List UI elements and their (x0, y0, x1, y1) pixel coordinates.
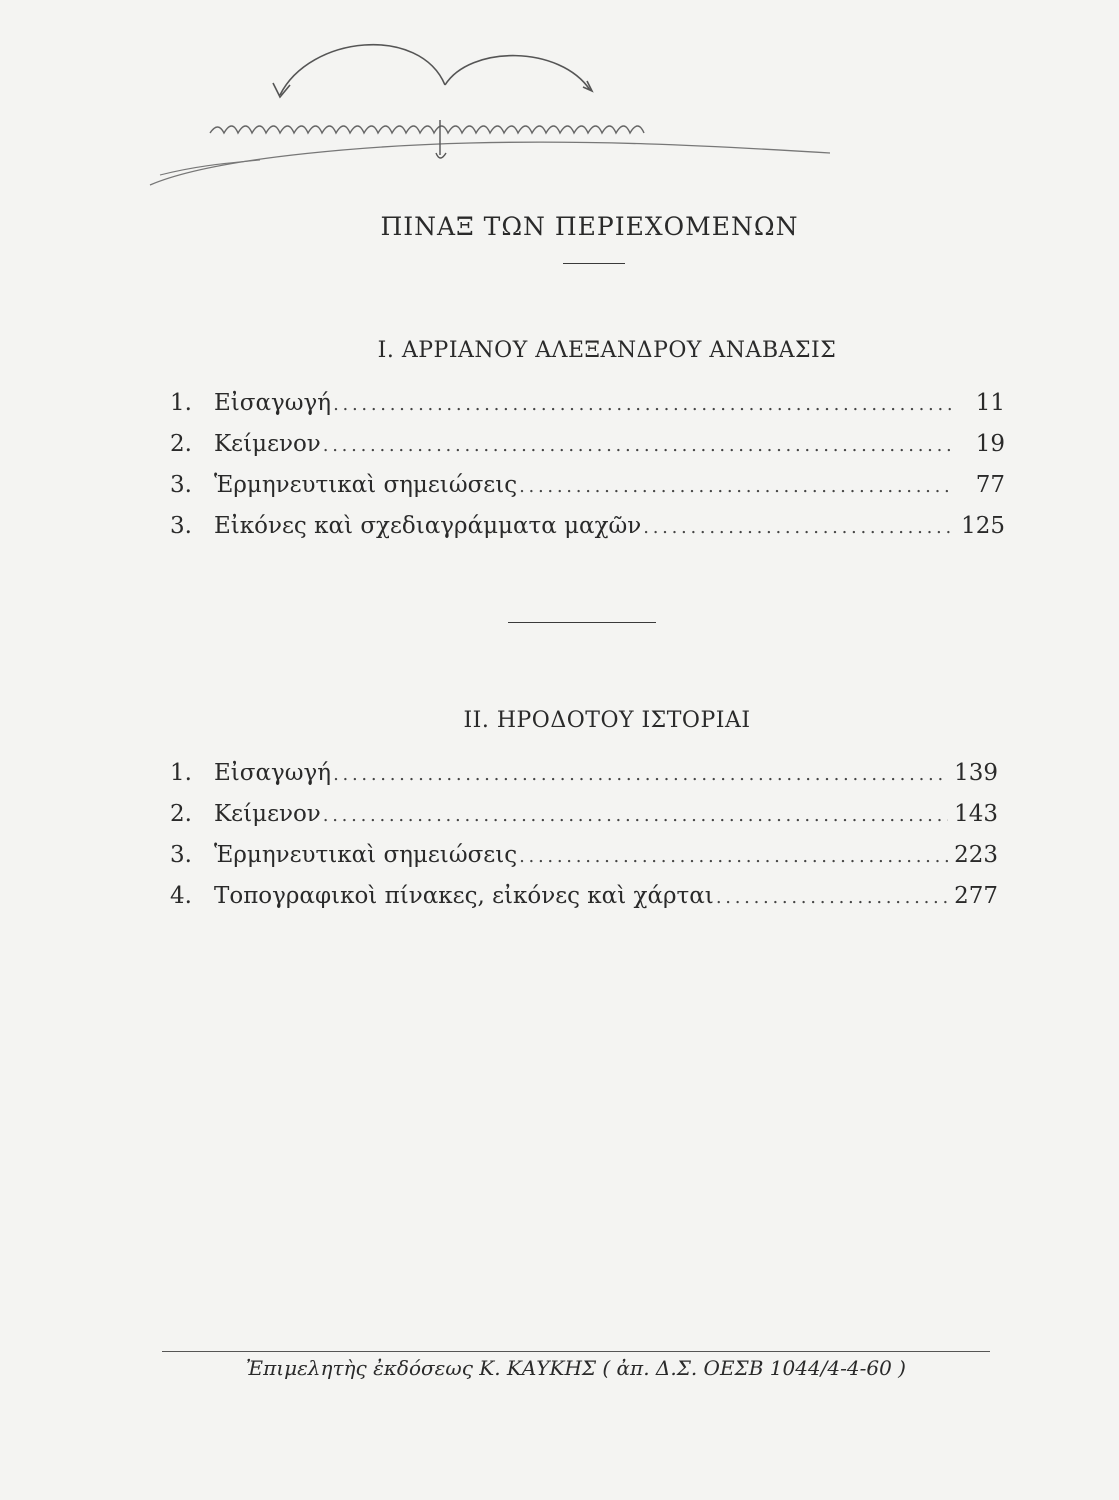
title-underline (563, 263, 625, 264)
editor-credit: Ἐπιμελητὴς ἐκδόσεως Κ. ΚΑΥΚΗΣ ( ἀπ. Δ.Σ. ΟΕΣΒ 1044/4-4-60 ) (246, 1356, 906, 1380)
entry-number: 1. (170, 760, 192, 786)
entry-label: Εἰσαγωγή (214, 760, 332, 786)
entry-number: 2. (170, 801, 192, 827)
dot-leader (643, 517, 955, 538)
entry-number: 3. (170, 513, 192, 539)
toc-list-section-1 (170, 390, 1005, 554)
entry-label: Εἰσαγωγή (214, 390, 332, 416)
entry-label: Ἑρμηνευτικαὶ σημειώσεις (214, 842, 518, 868)
entry-page: 223 (954, 842, 998, 868)
entry-page: 139 (954, 760, 998, 786)
entry-label: Τοπογραφικοὶ πίνακες, εἰκόνες καὶ χάρται (214, 883, 714, 909)
entry-label: Εἰκόνες καὶ σχεδιαγράμματα μαχῶν (214, 513, 642, 539)
dot-leader (716, 887, 948, 908)
entry-number: 3. (170, 472, 192, 498)
entry-number: 3. (170, 842, 192, 868)
dot-leader (333, 764, 948, 785)
entry-number: 4. (170, 883, 192, 909)
dot-leader (323, 805, 948, 826)
section-heading-2: II. ΗΡΟΔΟΤΟΥ ΙΣΤΟΡΙΑΙ (463, 708, 751, 733)
page-title: ΠΙΝΑΞ ΤΩΝ ΠΕΡΙΕΧΟΜΕΝΩΝ (380, 212, 799, 241)
section-divider (508, 622, 656, 623)
footer-rule (162, 1351, 990, 1352)
toc-entry (170, 883, 998, 924)
dot-leader (333, 394, 955, 415)
entry-number: 1. (170, 390, 192, 416)
toc-entry (170, 760, 998, 801)
toc-entry (170, 801, 998, 842)
entry-page: 277 (954, 883, 998, 909)
entry-page: 11 (975, 390, 1005, 416)
pencil-scribble (140, 25, 840, 195)
toc-entry (170, 513, 1005, 554)
entry-page: 125 (961, 513, 1005, 539)
entry-page: 19 (975, 431, 1005, 457)
entry-page: 143 (954, 801, 998, 827)
toc-entry (170, 472, 1005, 513)
toc-entry (170, 390, 1005, 431)
dot-leader (323, 435, 955, 456)
dot-leader (519, 846, 948, 867)
entry-page: 77 (975, 472, 1005, 498)
entry-number: 2. (170, 431, 192, 457)
toc-list-section-2 (170, 760, 998, 924)
entry-label: Ἑρμηνευτικαὶ σημειώσεις (214, 472, 518, 498)
entry-label: Κείμενον (214, 801, 321, 827)
dot-leader (519, 476, 955, 497)
entry-label: Κείμενον (214, 431, 321, 457)
toc-entry (170, 842, 998, 883)
section-heading-1: I. ΑΡΡΙΑΝΟΥ ΑΛΕΞΑΝΔΡΟΥ ΑΝΑΒΑΣΙΣ (377, 338, 837, 363)
toc-entry (170, 431, 1005, 472)
